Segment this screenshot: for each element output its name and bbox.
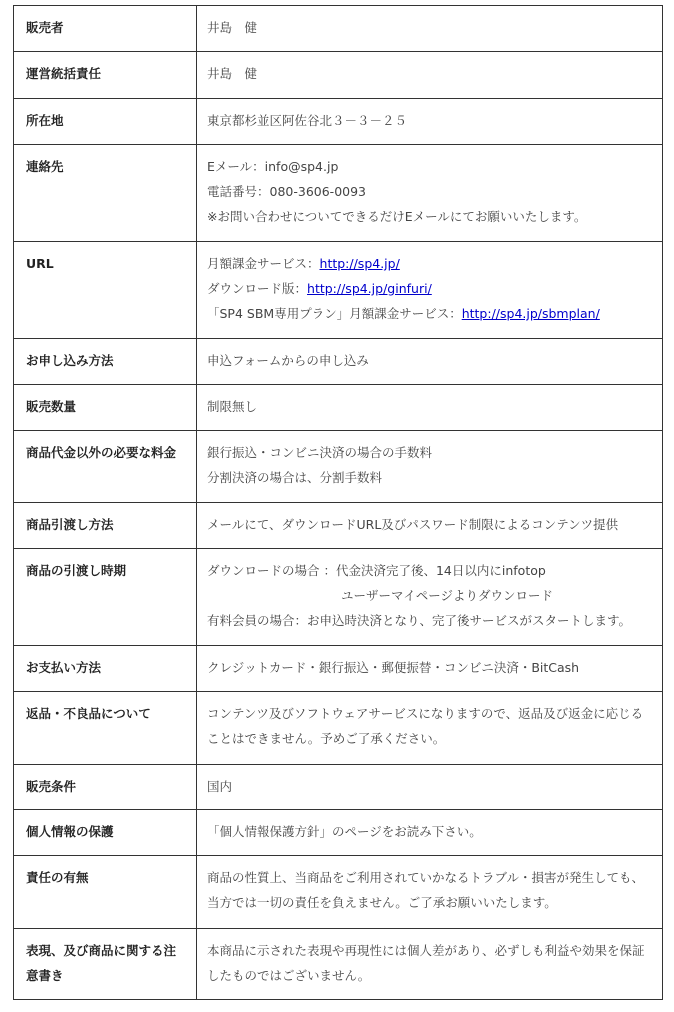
row-value — [197, 856, 663, 929]
value-line: クレジットカード・銀行振込・郵便振替・コンビニ決済・BitCash — [207, 660, 580, 675]
value-line: ユーザーマイページよりダウンロード — [341, 588, 554, 603]
value-line: 本商品に示された表現や再現性には個人差があり、必ずしも利益や効果を保証したものではございません。 — [207, 943, 645, 983]
row-label: 商品の引渡し時期 — [14, 549, 197, 646]
value-line: メールにて、ダウンロードURL及びパスワード制限によるコンテンツ提供 — [207, 517, 619, 532]
value-line: 商品の性質上、当商品をご利用されていかなるトラブル・損害が発生しても、当方では一切の責任を負えません。ご了承お願いいたします。 — [207, 870, 645, 910]
row-value — [197, 646, 663, 692]
row-label: 販売数量 — [14, 385, 197, 431]
table-row — [14, 503, 663, 549]
value-line: 井島 健 — [207, 66, 258, 81]
table-row — [14, 6, 663, 52]
row-label: 商品引渡し方法 — [14, 503, 197, 549]
row-label: 所在地 — [14, 99, 197, 145]
row-label: URL — [14, 242, 197, 339]
row-value — [197, 431, 663, 503]
row-label: 連絡先 — [14, 145, 197, 242]
url-prefix: 「SP4 SBM専用プラン」月額課金サービス： — [207, 306, 462, 321]
row-label: 責任の有無 — [14, 856, 197, 929]
table-row — [14, 242, 663, 339]
table-row — [14, 431, 663, 503]
row-value — [197, 810, 663, 856]
email-line: Eメール：info@sp4.jp — [207, 159, 339, 174]
sbm-plan-link[interactable]: http://sp4.jp/sbmplan/ — [461, 306, 600, 321]
value-line: 井島 健 — [207, 20, 258, 35]
value-line: 国内 — [207, 779, 233, 794]
row-label: 商品代金以外の必要な料金 — [14, 431, 197, 503]
value-line: コンテンツ及びソフトウェアサービスになりますので、返品及び返金に応じることはできません。予めご了承ください。 — [207, 706, 644, 746]
table-row — [14, 52, 663, 99]
contact-note: ※お問い合わせについてできるだけEメールにてお願いいたします。 — [207, 209, 587, 224]
table-row — [14, 99, 663, 145]
table-row — [14, 856, 663, 929]
table-row — [14, 810, 663, 856]
row-value — [197, 145, 663, 242]
table-row — [14, 145, 663, 242]
phone-line: 電話番号：080-3606-0093 — [207, 184, 367, 199]
row-value — [197, 692, 663, 765]
value-line: 申込フォームからの申し込み — [207, 353, 369, 368]
value-line: 東京都杉並区阿佐谷北３－３－２５ — [207, 113, 408, 128]
row-value — [197, 242, 663, 339]
table-row — [14, 385, 663, 431]
row-value — [197, 6, 663, 52]
row-label: お申し込み方法 — [14, 339, 197, 385]
url-prefix: ダウンロード版： — [207, 281, 308, 296]
row-label: お支払い方法 — [14, 646, 197, 692]
url-line — [207, 276, 652, 301]
row-value — [197, 549, 663, 646]
row-value — [197, 503, 663, 549]
value-line: 分割決済の場合は、分割手数料 — [207, 470, 383, 485]
row-value — [197, 929, 663, 1000]
row-label: 運営統括責任 — [14, 52, 197, 99]
row-value — [197, 99, 663, 145]
table-row — [14, 549, 663, 646]
value-line: 有料会員の場合：お申込時決済となり、完了後サービスがスタートします。 — [207, 613, 632, 628]
value-line: 銀行振込・コンビニ決済の場合の手数料 — [207, 445, 433, 460]
value-line: 制限無し — [207, 399, 258, 414]
row-value — [197, 339, 663, 385]
row-value — [197, 765, 663, 810]
seller-info-table — [13, 5, 663, 1000]
url-line — [207, 251, 652, 276]
table-row — [14, 929, 663, 1000]
row-value — [197, 385, 663, 431]
row-label: 表現、及び商品に関する注意書き — [14, 929, 197, 1000]
table-row — [14, 339, 663, 385]
monthly-service-link[interactable]: http://sp4.jp/ — [319, 256, 400, 271]
row-label: 返品・不良品について — [14, 692, 197, 765]
row-label: 個人情報の保護 — [14, 810, 197, 856]
row-label: 販売者 — [14, 6, 197, 52]
url-prefix: 月額課金サービス： — [207, 256, 320, 271]
value-line: 「個人情報保護方針」のページをお読み下さい。 — [207, 824, 482, 839]
table-row — [14, 692, 663, 765]
download-version-link[interactable]: http://sp4.jp/ginfuri/ — [307, 281, 432, 296]
table-row — [14, 765, 663, 810]
row-label: 販売条件 — [14, 765, 197, 810]
url-line — [207, 301, 652, 326]
row-value — [197, 52, 663, 99]
table-row — [14, 646, 663, 692]
value-line: ダウンロードの場合 ：代金決済完了後、14日以内にinfotop — [207, 563, 546, 578]
